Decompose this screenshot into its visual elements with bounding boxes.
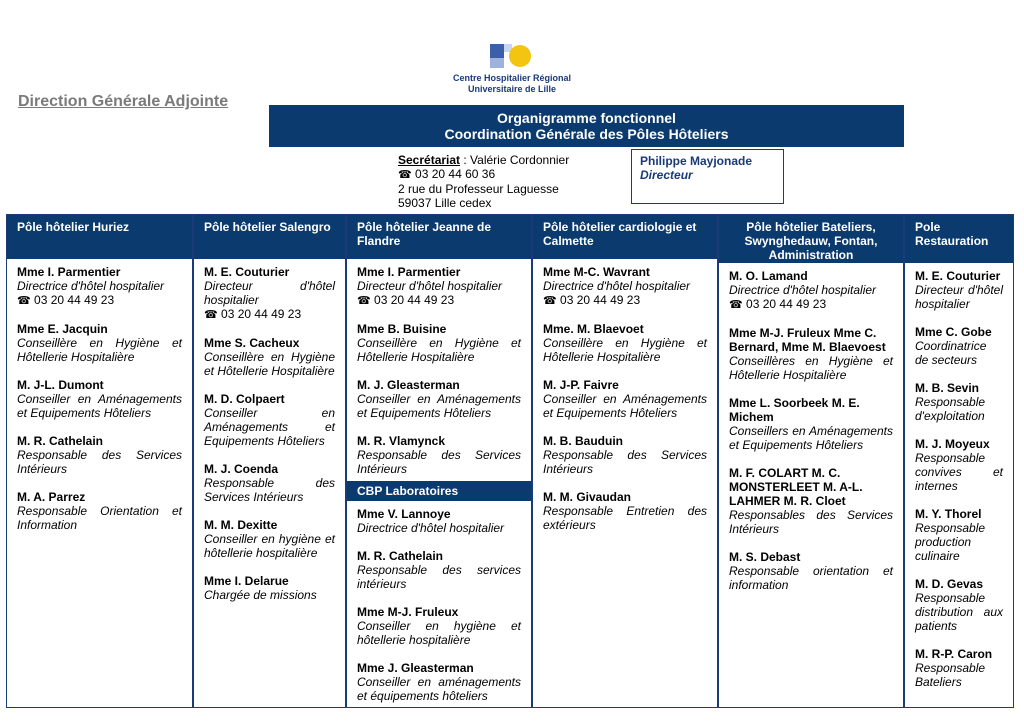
staff-name: M. M. Dexitte [204, 518, 278, 532]
director-role: Directeur [640, 168, 693, 182]
secretariat-phone: 03 20 44 60 36 [415, 167, 496, 181]
staff-role: Directeur d'hôtel hospitalier [357, 279, 503, 293]
staff-role: Conseillère en Hygiène et Hôtellerie Hospitalière [204, 350, 335, 378]
pole-body [533, 259, 717, 552]
staff-name: M. E. Couturier [915, 269, 1001, 283]
staff-role: Responsable distribution aux patients [915, 591, 1003, 633]
staff-name: M. B. Sevin [915, 381, 980, 395]
pole-header: Pôle hôtelier Bateliers, Swynghedauw, Fontan, Administration [719, 215, 903, 263]
staff-name: M. R. Cathelain [357, 549, 444, 563]
pole-column [532, 214, 718, 708]
title-bar [269, 105, 904, 147]
logo-text [448, 73, 576, 95]
phone-icon: ☎ [543, 295, 557, 307]
staff-name: M. D. Colpaert [204, 392, 285, 406]
staff-entry [357, 507, 521, 535]
staff-name: Mme S. Cacheux [204, 336, 300, 350]
staff-phone-number: 03 20 44 49 23 [370, 293, 455, 307]
staff-phone [357, 293, 521, 308]
staff-entry [204, 574, 335, 602]
staff-role: Directrice d'hôtel hospitalier [543, 279, 691, 293]
staff-entry [17, 265, 182, 308]
staff-entry [204, 392, 335, 448]
staff-role: Responsable des Services Intérieurs [17, 448, 182, 476]
staff-entry [17, 490, 182, 532]
staff-entry [17, 322, 182, 364]
staff-name: M. S. Debast [729, 550, 801, 564]
staff-role: Directrice d'hôtel hospitalier [357, 521, 505, 535]
staff-name: M. J. Coenda [204, 462, 279, 476]
staff-role: Directrice d'hôtel hospitalier [729, 283, 877, 297]
secretariat-name: : Valérie Cordonnier [460, 153, 570, 167]
phone-icon: ☎ [398, 169, 412, 181]
staff-entry [543, 322, 707, 364]
phone-icon: ☎ [357, 295, 371, 307]
staff-name: M. J. Gleasterman [357, 378, 460, 392]
staff-entry [915, 381, 1003, 423]
staff-role: Responsable production culinaire [915, 521, 986, 563]
pole-column [193, 214, 346, 708]
staff-entry [729, 396, 893, 452]
staff-name: M. E. Couturier [204, 265, 290, 279]
pole-body [719, 263, 903, 612]
staff-name: M. Y. Thorel [915, 507, 982, 521]
pole-header: Pôle hôtelier Huriez [7, 215, 192, 259]
staff-name: M. R. Vlamynck [357, 434, 446, 448]
director-name: Philippe Mayjonade [640, 154, 753, 168]
staff-entry [915, 269, 1003, 311]
staff-entry [357, 434, 521, 476]
chru-logo-icon [488, 42, 538, 72]
staff-role: Responsable Orientation et Information [17, 504, 182, 532]
staff-role: Conseillère en Hygiène et Hôtellerie Hospitalière [357, 336, 521, 364]
sub-pole-body [347, 501, 531, 723]
secretariat-address-2: 59037 Lille cedex [398, 196, 492, 210]
staff-entry [729, 326, 893, 382]
secretariat-address-1: 2 rue du Professeur Laguesse [398, 182, 559, 196]
director-box [631, 149, 784, 204]
phone-icon: ☎ [204, 309, 218, 321]
pole-header: Pole Restauration [905, 215, 1013, 263]
staff-role: Chargée de missions [204, 588, 317, 602]
staff-role: Responsable Bateliers [915, 661, 986, 689]
staff-entry [543, 490, 707, 532]
title-line-1: Organigramme fonctionnel [497, 110, 676, 126]
staff-name: Mme I. Parmentier [17, 265, 121, 279]
staff-phone-number: 03 20 44 49 23 [30, 293, 115, 307]
staff-role: Conseiller en hygiène et hôtellerie hospitalière [357, 619, 521, 647]
staff-entry [915, 325, 1003, 367]
staff-phone [543, 293, 707, 308]
staff-entry [204, 265, 335, 322]
staff-entry [17, 378, 182, 420]
phone-icon: ☎ [17, 295, 31, 307]
pole-body [905, 263, 1013, 709]
staff-entry [915, 647, 1003, 689]
staff-name: M. J-P. Faivre [543, 378, 619, 392]
staff-name: M. D. Gevas [915, 577, 984, 591]
staff-entry [729, 466, 893, 536]
staff-role: Responsable orientation et information [729, 564, 893, 592]
staff-name: Mme J. Gleasterman [357, 661, 474, 675]
staff-role: Directeur d'hôtel hospitalier [204, 279, 335, 307]
staff-name: Mme V. Lannoye [357, 507, 451, 521]
staff-name: M. F. COLART M. C. MONSTERLEET M. A-L. LAHMER M. R. Cloet [729, 466, 863, 508]
staff-role: Responsable des services intérieurs [357, 563, 521, 591]
staff-name: Mme I. Parmentier [357, 265, 461, 279]
staff-role: Responsable des Services Intérieurs [543, 448, 707, 476]
staff-phone [204, 307, 335, 322]
staff-entry [729, 550, 893, 592]
staff-name: M. B. Bauduin [543, 434, 623, 448]
staff-entry [204, 518, 335, 560]
staff-role: Directrice d'hôtel hospitalier [17, 279, 165, 293]
staff-name: Mme I. Delarue [204, 574, 289, 588]
phone-icon: ☎ [729, 299, 743, 311]
staff-role: Coordinatrice de secteurs [915, 339, 987, 367]
staff-role: Responsable des Services Intérieurs [204, 476, 335, 504]
staff-phone-number: 03 20 44 49 23 [217, 307, 302, 321]
staff-entry [543, 434, 707, 476]
section-title: Direction Générale Adjointe [18, 93, 229, 110]
staff-phone-number: 03 20 44 49 23 [742, 297, 827, 311]
pole-body [7, 259, 192, 552]
staff-role: Directeur d'hôtel hospitalier [915, 283, 1003, 311]
staff-role: Conseiller en Aménagements et Equipements Hôteliers [543, 392, 707, 420]
staff-role: Conseillères en Hygiène et Hôtellerie Hospitalière [729, 354, 893, 382]
staff-name: Mme M-J. Fruleux Mme C. Bernard, Mme M. Blaevoest [729, 326, 886, 354]
staff-entry [915, 437, 1003, 493]
staff-entry [543, 265, 707, 308]
staff-entry [357, 322, 521, 364]
staff-role: Conseiller en Aménagements et Equipements Hôteliers [17, 392, 182, 420]
staff-entry [357, 661, 521, 703]
staff-role: Conseiller en aménagements et équipements hôteliers [357, 675, 521, 703]
staff-name: Mme C. Gobe [915, 325, 992, 339]
logo-line-1: Centre Hospitalier Régional [452, 73, 572, 83]
staff-name: M. M. Givaudan [543, 490, 632, 504]
secretariat-block [398, 153, 569, 210]
secretariat-label: Secrétariat [398, 153, 461, 167]
staff-role: Conseiller en Aménagements et Equipements Hôteliers [204, 406, 335, 448]
title-line-2: Coordination Générale des Pôles Hôteliers [444, 126, 729, 142]
pole-column [904, 214, 1014, 708]
staff-role: Responsables des Services Intérieurs [729, 508, 893, 536]
staff-phone [17, 293, 182, 308]
staff-role: Conseiller en hygiène et hôtellerie hospitalière [204, 532, 335, 560]
pole-body [194, 259, 345, 622]
staff-role: Conseiller en Aménagements et Equipements Hôteliers [357, 392, 521, 420]
staff-entry [357, 549, 521, 591]
staff-role: Conseillère en Hygiène et Hôtellerie Hospitalière [543, 336, 707, 364]
pole-header: Pôle hôtelier Jeanne de Flandre [347, 215, 531, 259]
staff-name: M. R. Cathelain [17, 434, 104, 448]
chru-logo [448, 40, 576, 98]
staff-entry [357, 265, 521, 308]
staff-entry [915, 577, 1003, 633]
staff-phone-number: 03 20 44 49 23 [556, 293, 641, 307]
pole-body [347, 259, 531, 481]
staff-entry [729, 269, 893, 312]
staff-role: Responsable convives et internes [915, 451, 1003, 493]
pole-column [346, 214, 532, 708]
staff-role: Conseillers en Aménagements et Equipements Hôteliers [729, 424, 893, 452]
staff-name: M. J-L. Dumont [17, 378, 104, 392]
staff-name: M. O. Lamand [729, 269, 808, 283]
sub-pole-header: CBP Laboratoires [347, 481, 531, 501]
staff-entry [204, 462, 335, 504]
staff-name: Mme L. Soorbeek M. E. Michem [729, 396, 860, 424]
pole-header: Pôle hôtelier Salengro [194, 215, 345, 259]
staff-name: Mme M-J. Fruleux [357, 605, 459, 619]
staff-role: Responsable des Services Intérieurs [357, 448, 521, 476]
staff-name: M. A. Parrez [17, 490, 86, 504]
staff-phone [729, 297, 893, 312]
staff-entry [543, 378, 707, 420]
staff-name: Mme. M. Blaevoet [543, 322, 644, 336]
pole-column [718, 214, 904, 708]
pole-column [6, 214, 193, 708]
staff-entry [357, 605, 521, 647]
staff-name: Mme M-C. Wavrant [543, 265, 650, 279]
staff-role: Responsable Entretien des extérieurs [543, 504, 707, 532]
staff-role: Conseillère en Hygiène et Hôtellerie Hospitalière [17, 336, 182, 364]
logo-line-2: Universitaire de Lille [467, 84, 557, 94]
staff-entry [17, 434, 182, 476]
staff-entry [915, 507, 1003, 563]
staff-role: Responsable d'exploitation [915, 395, 986, 423]
staff-name: M. J. Moyeux [915, 437, 990, 451]
staff-entry [357, 378, 521, 420]
pole-header: Pôle hôtelier cardiologie et Calmette [533, 215, 717, 259]
staff-name: M. R-P. Caron [915, 647, 993, 661]
staff-name: Mme E. Jacquin [17, 322, 108, 336]
staff-entry [204, 336, 335, 378]
staff-name: Mme B. Buisine [357, 322, 447, 336]
